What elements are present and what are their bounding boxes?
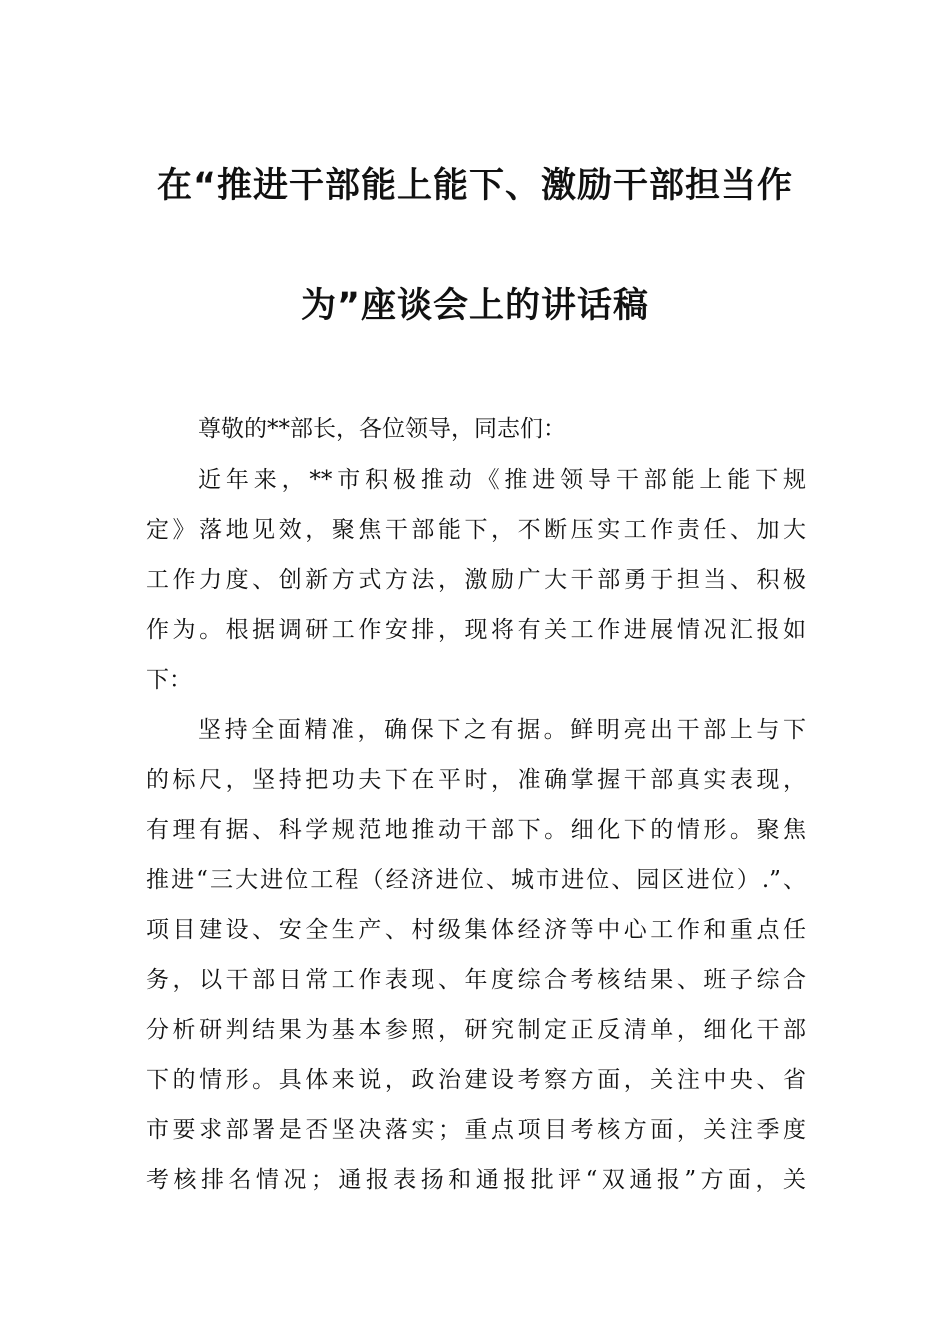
document-title-line-2: 为”座谈会上的讲话稿 (300, 286, 649, 326)
paragraph-2-line: 市要求部署是否坚决落实；重点项目考核方面，关注季度 (146, 1117, 806, 1143)
paragraph-2-line: 推进“三大进位工程（经济进位、城市进位、园区进位）.”、 (146, 867, 806, 893)
document-title-line-1: 在“推进干部能上能下、激励干部担当作 (156, 166, 793, 206)
paragraph-2-line: 项目建设、安全生产、村级集体经济等中心工作和重点任 (146, 917, 806, 943)
paragraph-2-line: 有理有据、科学规范地推动干部下。细化下的情形。聚焦 (146, 817, 806, 843)
paragraph-1-line: 定》落地见效，聚焦干部能下，不断压实工作责任、加大 (146, 517, 806, 543)
paragraph-1-line: 作为。根据调研工作安排，现将有关工作进展情况汇报如 (146, 617, 806, 643)
paragraph-2-line: 分析研判结果为基本参照，研究制定正反清单，细化干部 (146, 1017, 806, 1043)
paragraph-2-line: 考核排名情况；通报表扬和通报批评“双通报”方面，关 (146, 1167, 806, 1193)
paragraph-1-line: 下： (146, 667, 192, 693)
paragraph-1-line: 近年来，**市积极推动《推进领导干部能上能下规 (198, 467, 806, 493)
paragraph-2-line: 下的情形。具体来说，政治建设考察方面，关注中央、省 (146, 1067, 806, 1093)
paragraph-2-line: 的标尺，坚持把功夫下在平时，准确掌握干部真实表现， (146, 767, 806, 793)
paragraph-1-line: 工作力度、创新方式方法，激励广大干部勇于担当、积极 (146, 567, 806, 593)
greeting-line: 尊敬的**部长，各位领导，同志们： (198, 416, 566, 442)
paragraph-2-line: 务，以干部日常工作表现、年度综合考核结果、班子综合 (146, 967, 806, 993)
paragraph-2-line: 坚持全面精准，确保下之有据。鲜明亮出干部上与下 (198, 717, 806, 743)
